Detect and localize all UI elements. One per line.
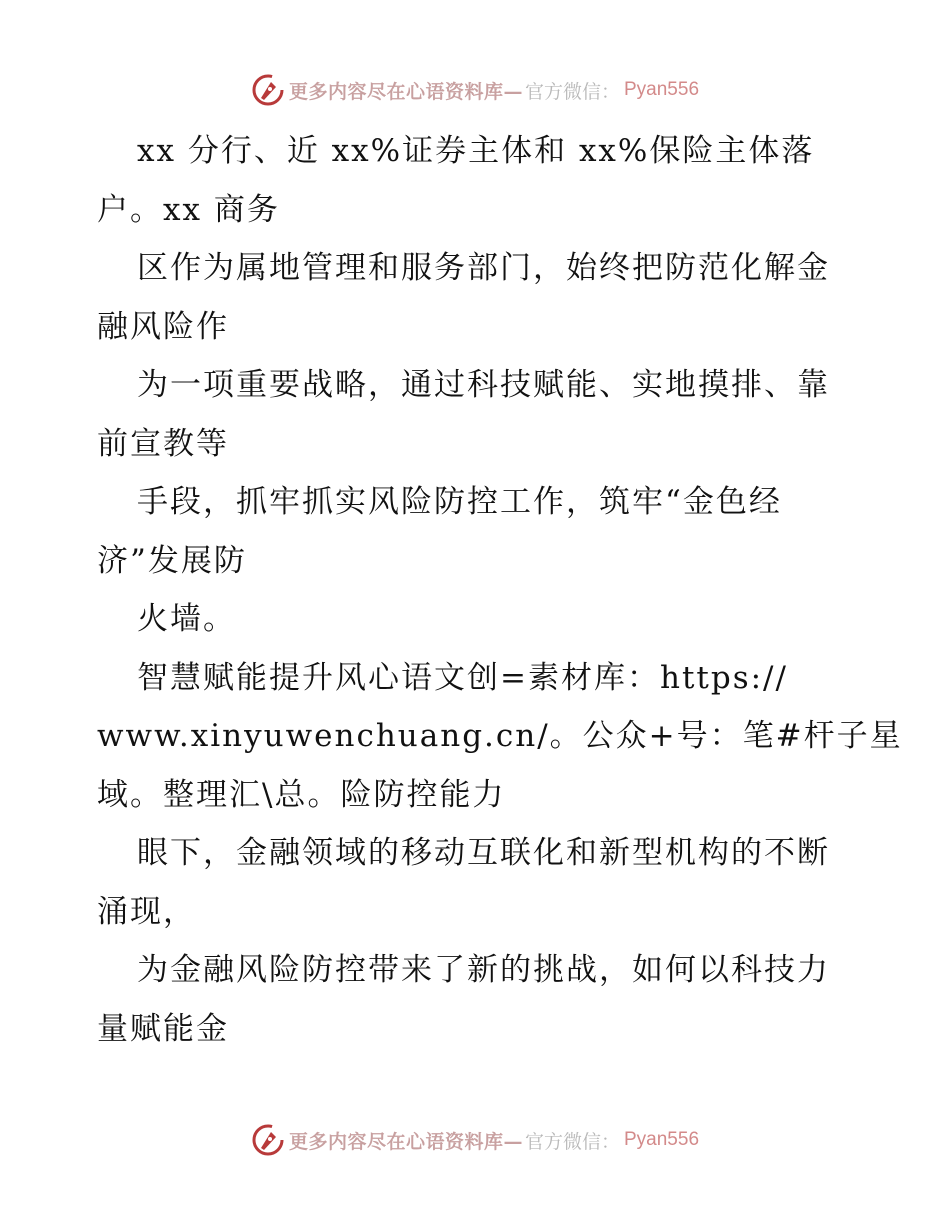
document-body	[97, 122, 903, 1058]
header-wechat-id: Pyan556	[624, 79, 700, 100]
text-line: 济”发展防	[97, 542, 247, 579]
footer-site-text: 更多内容尽在心语资料库—	[288, 1130, 523, 1153]
header-site-text: 更多内容尽在心语资料库—	[288, 80, 523, 103]
header-banner	[0, 70, 950, 110]
header-wechat-label: 官方微信：	[524, 80, 620, 103]
text-line: 眼下，金融领域的移动互联化和新型机构的不断	[137, 835, 830, 871]
text-line: 前宣教等	[97, 425, 229, 462]
text-line: 量赋能金	[97, 1010, 229, 1047]
footer-banner	[0, 1120, 950, 1160]
text-line: 为金融风险防控带来了新的挑战，如何以科技力	[137, 952, 830, 988]
pen-nib-logo-icon	[251, 73, 285, 107]
footer-wechat-id: Pyan556	[624, 1129, 700, 1150]
text-line: 涌现，	[97, 893, 196, 930]
text-line: 手段，抓牢抓实风险防控工作，筑牢“金色经	[137, 484, 782, 520]
text-line: 户。xx 商务	[97, 191, 280, 228]
text-line: xx 分行、近 xx%证券主体和 xx%保险主体落	[137, 133, 815, 169]
pen-nib-logo-icon	[251, 1123, 285, 1157]
text-line: 智慧赋能提升风心语文创=素材库：https://	[137, 659, 788, 696]
text-line: 域。整理汇\总。险防控能力	[97, 776, 506, 813]
text-line: 融风险作	[97, 308, 229, 345]
text-line: 火墙。	[137, 601, 236, 637]
footer-wechat-label: 官方微信：	[524, 1130, 620, 1153]
text-line: 区作为属地管理和服务部门，始终把防范化解金	[137, 250, 830, 286]
text-line: www.xinyuwenchuang.cn/。公众+号：笔#杆子星	[97, 718, 903, 754]
text-line: 为一项重要战略，通过科技赋能、实地摸排、靠	[137, 367, 830, 403]
